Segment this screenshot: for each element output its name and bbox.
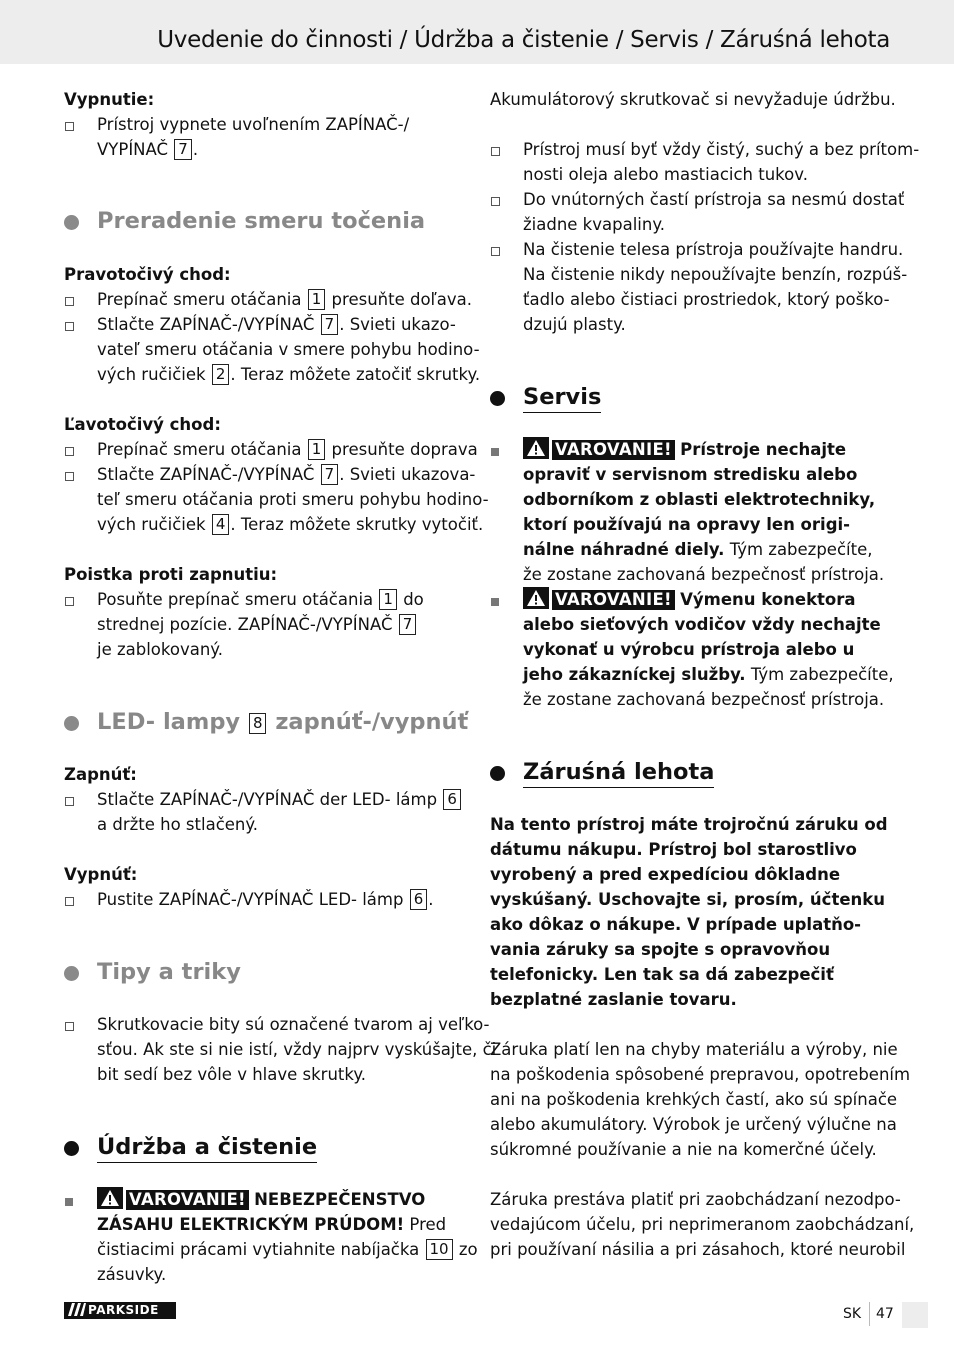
list-item-cont: nosti oleja alebo mastiacich tukov. [523, 165, 808, 184]
list-item-cont: Na čistenie nikdy nepoužívajte benzín, rozpúš- [523, 265, 908, 284]
section-bullet-icon [64, 215, 79, 230]
warranty-bold-text: vyrobený a pred expedíciou dôkladne [490, 865, 841, 884]
page-title: Uvedenie do činnosti / Údržba a čistenie / Servis / Záruśná lehota [157, 27, 890, 53]
warranty-bold-text: telefonicky. Len tak sa dá zabezpečiť [490, 965, 834, 984]
list-bullet [65, 297, 74, 306]
list-item: Pustite ZAPÍNAČ-/VYPÍNAČ LED- lámp 6 . [97, 890, 434, 909]
warranty-text: Záruka prestáva platiť pri zaobchádzaní nezodpo- [490, 1190, 901, 1209]
ref-number-box: 7 [174, 139, 192, 160]
warranty-bold-text: ako dôkaz o nákupe. V prípade uplatňo- [490, 915, 862, 934]
warning-line: ktorí používajú na opravy len origi- [523, 515, 851, 534]
section-heading-servis: Servis [523, 384, 601, 413]
warning-line: nálne náhradné diely. Tým zabezpečíte, [523, 540, 873, 559]
list-item: Na čistenie telesa prístroja používajte handru. [523, 240, 904, 259]
warning-triangle-icon [523, 437, 549, 459]
vypnutie-heading: Vypnutie: [64, 90, 155, 109]
list-bullet [65, 1022, 74, 1031]
page-header [0, 0, 954, 64]
section-bullet-icon [64, 716, 79, 731]
section-bullet-icon [490, 391, 505, 406]
brand-name: PARKSIDE [88, 1303, 159, 1317]
section-heading-led: LED- lampy 8 zapnúť-/vypnúť [97, 709, 469, 735]
list-bullet [65, 797, 74, 806]
section-bullet-icon [490, 766, 505, 781]
list-item: Stlačte ZAPÍNAČ-/VYPÍNAČ 7 . Svieti ukazova- [97, 465, 476, 484]
warranty-bold-text: Na tento prístroj máte trojročnú záruku od [490, 815, 888, 834]
warranty-text: vedajúcom účelu, pri neprimeranom zaobchádzaní, [490, 1215, 915, 1234]
parkside-logo [64, 1302, 176, 1319]
warning-label: VAROVANIE! [552, 440, 675, 460]
list-item: Prístroj vypnete uvoľnením ZAPÍNAČ-/ [97, 115, 410, 134]
list-item: Stlačte ZAPÍNAČ-/VYPÍNAČ der LED- lámp 6 [97, 787, 462, 812]
vypnut-heading: Vypnúť: [64, 865, 138, 884]
list-item-cont: je zablokovaný. [97, 640, 223, 659]
section-heading-smer: Preradenie smeru točenia [97, 208, 426, 234]
section-heading-zaruka: Záruśná lehota [523, 759, 714, 788]
language-code: SK [843, 1306, 862, 1322]
list-item-cont: bit sedí bez vôle v hlave skrutky. [97, 1065, 367, 1084]
list-item-cont: vých ručičiek 2 . Teraz môžete zatočiť skrutky. [97, 365, 481, 384]
list-item-cont: žiadne kvapaliny. [523, 215, 665, 234]
warning-line: opraviť v servisnom stredisku alebo [523, 465, 858, 484]
warranty-bold-text: vyskúšaný. Uschovajte si, prosím, účtenku [490, 890, 885, 909]
poistka-heading: Poistka proti zapnutiu: [64, 565, 278, 584]
list-item: Prepínač smeru otáčania 1 presuňte doprava [97, 440, 478, 459]
list-bullet [65, 447, 74, 456]
section-heading-tipy: Tipy a triky [97, 959, 241, 985]
warning-line: jeho zákazníckej služby. Tým zabezpečíte, [523, 665, 894, 684]
warranty-bold-text: vania záruky sa spojte s opravovňou [490, 940, 831, 959]
list-bullet [65, 897, 74, 906]
list-item-cont: teľ smeru otáčania proti smeru pohybu hodino- [97, 490, 489, 509]
list-item-cont: a držte ho stlačený. [97, 815, 259, 834]
list-item-cont: dzujú plasty. [523, 315, 626, 334]
page-number: 47 [876, 1306, 894, 1322]
warning-triangle-icon [97, 1187, 123, 1209]
list-item: Skrutkovacie bity sú označené tvarom aj veľko- [97, 1015, 490, 1034]
list-bullet [65, 122, 74, 131]
warranty-text: pri používaní násilia a pri zásahoch, ktoré neurobil [490, 1240, 906, 1259]
warranty-text: na poškodenia spôsobené prepravou, opotrebením [490, 1065, 911, 1084]
warning-line: VAROVANIE! Prístroje nechajte [523, 437, 846, 462]
list-bullet [491, 197, 500, 206]
lavotocivy-heading: Ľavotočivý chod: [64, 415, 221, 434]
list-item-cont: ťadlo alebo čistiaci prostriedok, ktorý poško- [523, 290, 890, 309]
warranty-bold-text: dátumu nákupu. Prístroj bol starostlivo [490, 840, 857, 859]
list-bullet [65, 322, 74, 331]
warning-line: že zostane zachovaná bezpečnosť prístroja. [523, 690, 885, 709]
list-item-cont: VYPÍNAČ 7 . [97, 140, 199, 159]
warranty-text: ani na poškodenia krehkých častí, ako sú spínače [490, 1090, 898, 1109]
warning-line: vykonať u výrobcu prístroja alebo u [523, 640, 855, 659]
list-item: Do vnútorných častí prístroja sa nesmú dostať [523, 190, 905, 209]
list-item: Stlačte ZAPÍNAČ-/VYPÍNAČ 7 . Svieti ukazo- [97, 315, 456, 334]
warning-line: čistiacimi prácami vytiahnite nabíjačka 10 zo [97, 1240, 478, 1259]
list-bullet [491, 147, 500, 156]
warning-bullet [65, 1198, 73, 1206]
warning-line: zásuvky. [97, 1265, 167, 1284]
warning-label: VAROVANIE! [552, 590, 675, 610]
warning-line: VAROVANIE! NEBEZPEČENSTVO [97, 1187, 425, 1212]
warning-line: že zostane zachovaná bezpečnosť prístroja. [523, 565, 885, 584]
footer-divider [869, 1302, 870, 1326]
warning-line: VAROVANIE! Výmenu konektora [523, 587, 856, 612]
warning-triangle-icon [523, 587, 549, 609]
section-bullet-icon [64, 1141, 79, 1156]
list-item: Prepínač smeru otáčania 1 presuňte doľava. [97, 290, 472, 309]
warranty-text: súkromné používanie a nie na komerčné účely. [490, 1140, 877, 1159]
zapnut-heading: Zapnúť: [64, 765, 137, 784]
list-item: Prístroj musí byť vždy čistý, suchý a bez prítom- [523, 140, 920, 159]
warranty-text: alebo akumulátory. Výrobok je určený výlučne na [490, 1115, 897, 1134]
list-bullet [65, 597, 74, 606]
list-item-cont: sťou. Ak ste si nie istí, vždy najprv vyskúšajte, či [97, 1040, 497, 1059]
logo-stripes-icon [68, 1302, 88, 1319]
list-item-cont: strednej pozície. ZAPÍNAČ-/VYPÍNAČ 7 [97, 612, 417, 637]
section-bullet-icon [64, 966, 79, 981]
warning-bullet [491, 598, 499, 606]
list-bullet [491, 247, 500, 256]
footer-tab [902, 1302, 928, 1328]
warning-line: odborníkom z oblasti elektrotechniky, [523, 490, 876, 509]
list-bullet [65, 472, 74, 481]
warning-line: ZÁSAHU ELEKTRICKÝM PRÚDOM! Pred [97, 1215, 447, 1234]
warranty-bold-text: bezplatné zaslanie tovaru. [490, 990, 737, 1009]
warning-bullet [491, 448, 499, 456]
list-item: Posuňte prepínač smeru otáčania 1 do [97, 590, 424, 609]
list-item-cont: vých ručičiek 4 . Teraz môžete skrutky vytočiť. [97, 515, 484, 534]
section-heading-udrzba: Údržba a čistenie [97, 1134, 317, 1163]
intro-text: Akumulátorový skrutkovač si nevyžaduje údržbu. [490, 90, 896, 109]
pravotocivy-heading: Pravotočivý chod: [64, 265, 231, 284]
list-item-cont: vateľ smeru otáčania v smere pohybu hodino- [97, 340, 480, 359]
warning-line: alebo sieťových vodičov vždy nechajte [523, 615, 881, 634]
warranty-text: Záruka platí len na chyby materiálu a výroby, nie [490, 1040, 898, 1059]
warning-label: VAROVANIE! [126, 1190, 249, 1210]
